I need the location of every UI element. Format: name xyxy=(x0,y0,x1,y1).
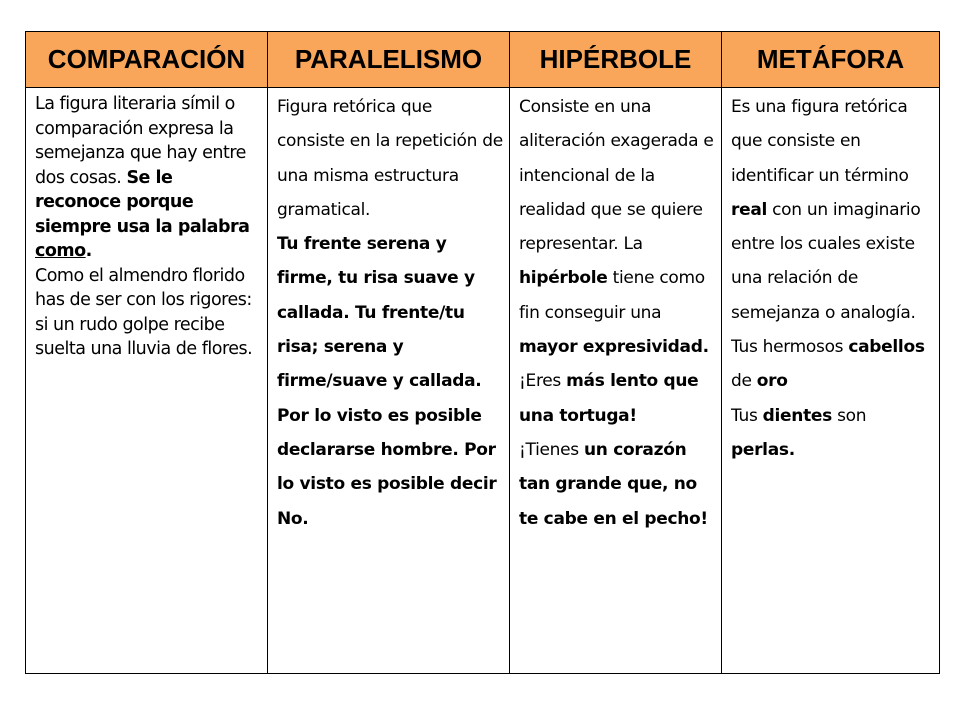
paralelismo-example-1: Tu frente serena y firme, tu risa suave y callada. Tu frente/tu risa; serena y firme/suave y callada. xyxy=(277,234,482,392)
header-comparacion: COMPARACIÓN xyxy=(26,32,268,88)
paralelismo-definition: Figura retórica que consiste en la repetición de una misma estructura gramatical. xyxy=(277,97,503,220)
figures-table xyxy=(25,31,940,674)
metafora-example-2: Tus dientes son perlas. xyxy=(731,405,867,460)
header-metafora: METÁFORA xyxy=(722,32,940,88)
cell-comparacion xyxy=(26,88,268,674)
hiperbole-example-2: ¡Tienes un corazón tan grande que, no te cabe en el pecho! xyxy=(519,439,708,529)
hiperbole-example-1: ¡Eres más lento que una tortuga! xyxy=(519,371,699,426)
header-row xyxy=(26,32,940,88)
content-row xyxy=(26,88,940,674)
comparacion-definition: La figura literaria símil o comparación expresa la semejanza que hay entre dos cosas. Se le reconoce porque siempre usa la palabra como. xyxy=(35,94,250,261)
hiperbole-definition: Consiste en una aliteración exagerada e intencional de la realidad que se quiere representar. La hipérbole tiene como fin conseguir una mayor expresividad. xyxy=(519,97,714,358)
metafora-definition: Es una figura retórica que consiste en identificar un término real con un imaginario entre los cuales existe una relación de semejanza o analogía. xyxy=(731,97,921,323)
header-paralelismo: PARALELISMO xyxy=(268,32,510,88)
cell-metafora xyxy=(722,88,940,674)
header-hiperbole: HIPÉRBOLE xyxy=(510,32,722,88)
paralelismo-example-2: Por lo visto es posible declararse hombre. Por lo visto es posible decir No. xyxy=(277,405,497,529)
metafora-example-1: Tus hermosos cabellos de oro xyxy=(731,337,925,392)
cell-paralelismo xyxy=(268,88,510,674)
cell-hiperbole xyxy=(510,88,722,674)
comparacion-example: Como el almendro florido has de ser con los rigores: si un rudo golpe recibe suelta una lluvia de flores. xyxy=(35,265,253,359)
